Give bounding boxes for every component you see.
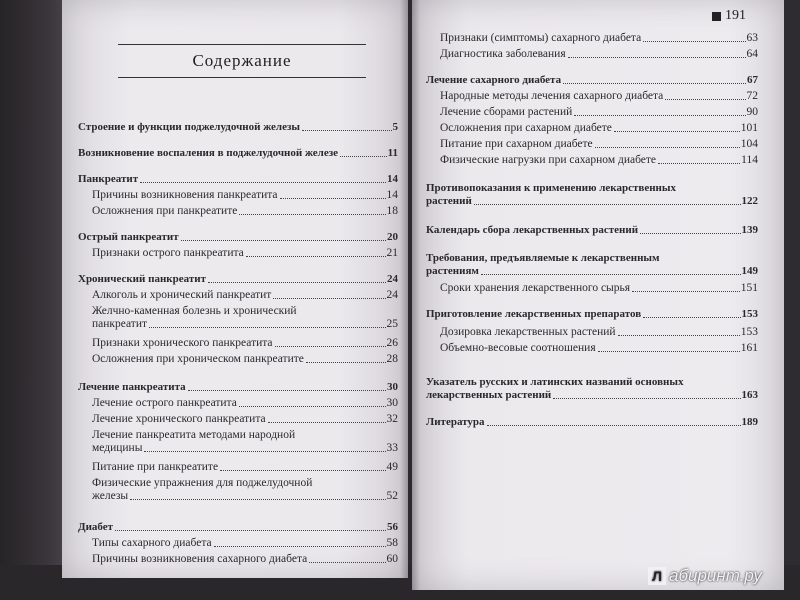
toc-entry: Указатель русских и латинских названий основных лекарственных растений 163 [426, 376, 758, 401]
toc-entry: Лечение панкреатита методами народной медицины 33 [92, 429, 398, 454]
watermark-logo: Л [648, 567, 666, 585]
toc-entry: Осложнения при панкреатите 18 [92, 205, 398, 217]
toc-title-box [118, 44, 366, 78]
toc-entry: Народные методы лечения сахарного диабета 72 [440, 90, 758, 102]
toc-entry: Строение и функции поджелудочной железы 5 [78, 121, 398, 133]
toc-entry: Причины возникновения сахарного диабета 60 [92, 553, 398, 565]
toc-entry: Календарь сбора лекарственных растений 139 [426, 224, 758, 236]
right-page [412, 0, 784, 590]
toc-entry: Питание при панкреатите 49 [92, 461, 398, 473]
toc-entry: Хронический панкреатит 24 [78, 273, 398, 285]
toc-entry: Дозировка лекарственных растений 153 [440, 326, 758, 338]
toc-entry: Физические нагрузки при сахарном диабете 114 [440, 154, 758, 166]
toc-entry: Признаки (симптомы) сахарного диабета 63 [440, 32, 758, 44]
toc-entry: Лечение острого панкреатита 30 [92, 397, 398, 409]
toc-entry: Требования, предъявляемые к лекарственным растениям 149 [426, 252, 758, 277]
toc-entry: Возникновение воспаления в поджелудочной железе 11 [78, 147, 398, 159]
toc-entry: Острый панкреатит 20 [78, 231, 398, 243]
toc-entry: Панкреатит 14 [78, 173, 398, 185]
toc-entry: Признаки хронического панкреатита 26 [92, 337, 398, 349]
toc-entry: Противопоказания к применению лекарственных растений 122 [426, 182, 758, 207]
toc-entry: Физические упражнения для поджелудочной железы 52 [92, 477, 398, 502]
toc-entry: Типы сахарного диабета 58 [92, 537, 398, 549]
toc-entry: Признаки острого панкреатита 21 [92, 247, 398, 259]
toc-entry: Лечение сахарного диабета 67 [426, 74, 758, 86]
watermark [648, 566, 762, 586]
toc-entry: Литература 189 [426, 416, 758, 428]
page-number-text: 191 [725, 8, 746, 23]
toc-entry: Желчно-каменная болезнь и хронический панкреатит 25 [92, 305, 398, 330]
toc-entry: Осложнения при сахарном диабете 101 [440, 122, 758, 134]
toc-entry: Питание при сахарном диабете 104 [440, 138, 758, 150]
toc-entry: Приготовление лекарственных препаратов 153 [426, 308, 758, 320]
watermark-text: абиринт.ру [669, 566, 762, 585]
toc-entry: Сроки хранения лекарственного сырья 151 [440, 282, 758, 294]
toc-entry: Объемно-весовые соотношения 161 [440, 342, 758, 354]
toc-entry: Диабет 56 [78, 521, 398, 533]
toc-entry: Диагностика заболевания 64 [440, 48, 758, 60]
toc-entry: Алкоголь и хронический панкреатит 24 [92, 289, 398, 301]
square-bullet-icon [712, 12, 721, 21]
book-gutter [400, 0, 420, 600]
toc-entry: Осложнения при хроническом панкреатите 28 [92, 353, 398, 365]
toc-entry: Лечение сборами растений 90 [440, 106, 758, 118]
toc-title: Содержание [192, 51, 292, 70]
toc-entry: Лечение хронического панкреатита 32 [92, 413, 398, 425]
toc-entry: Лечение панкреатита 30 [78, 381, 398, 393]
page-number [712, 8, 746, 24]
toc-entry: Причины возникновения панкреатита 14 [92, 189, 398, 201]
background-left [0, 0, 70, 600]
